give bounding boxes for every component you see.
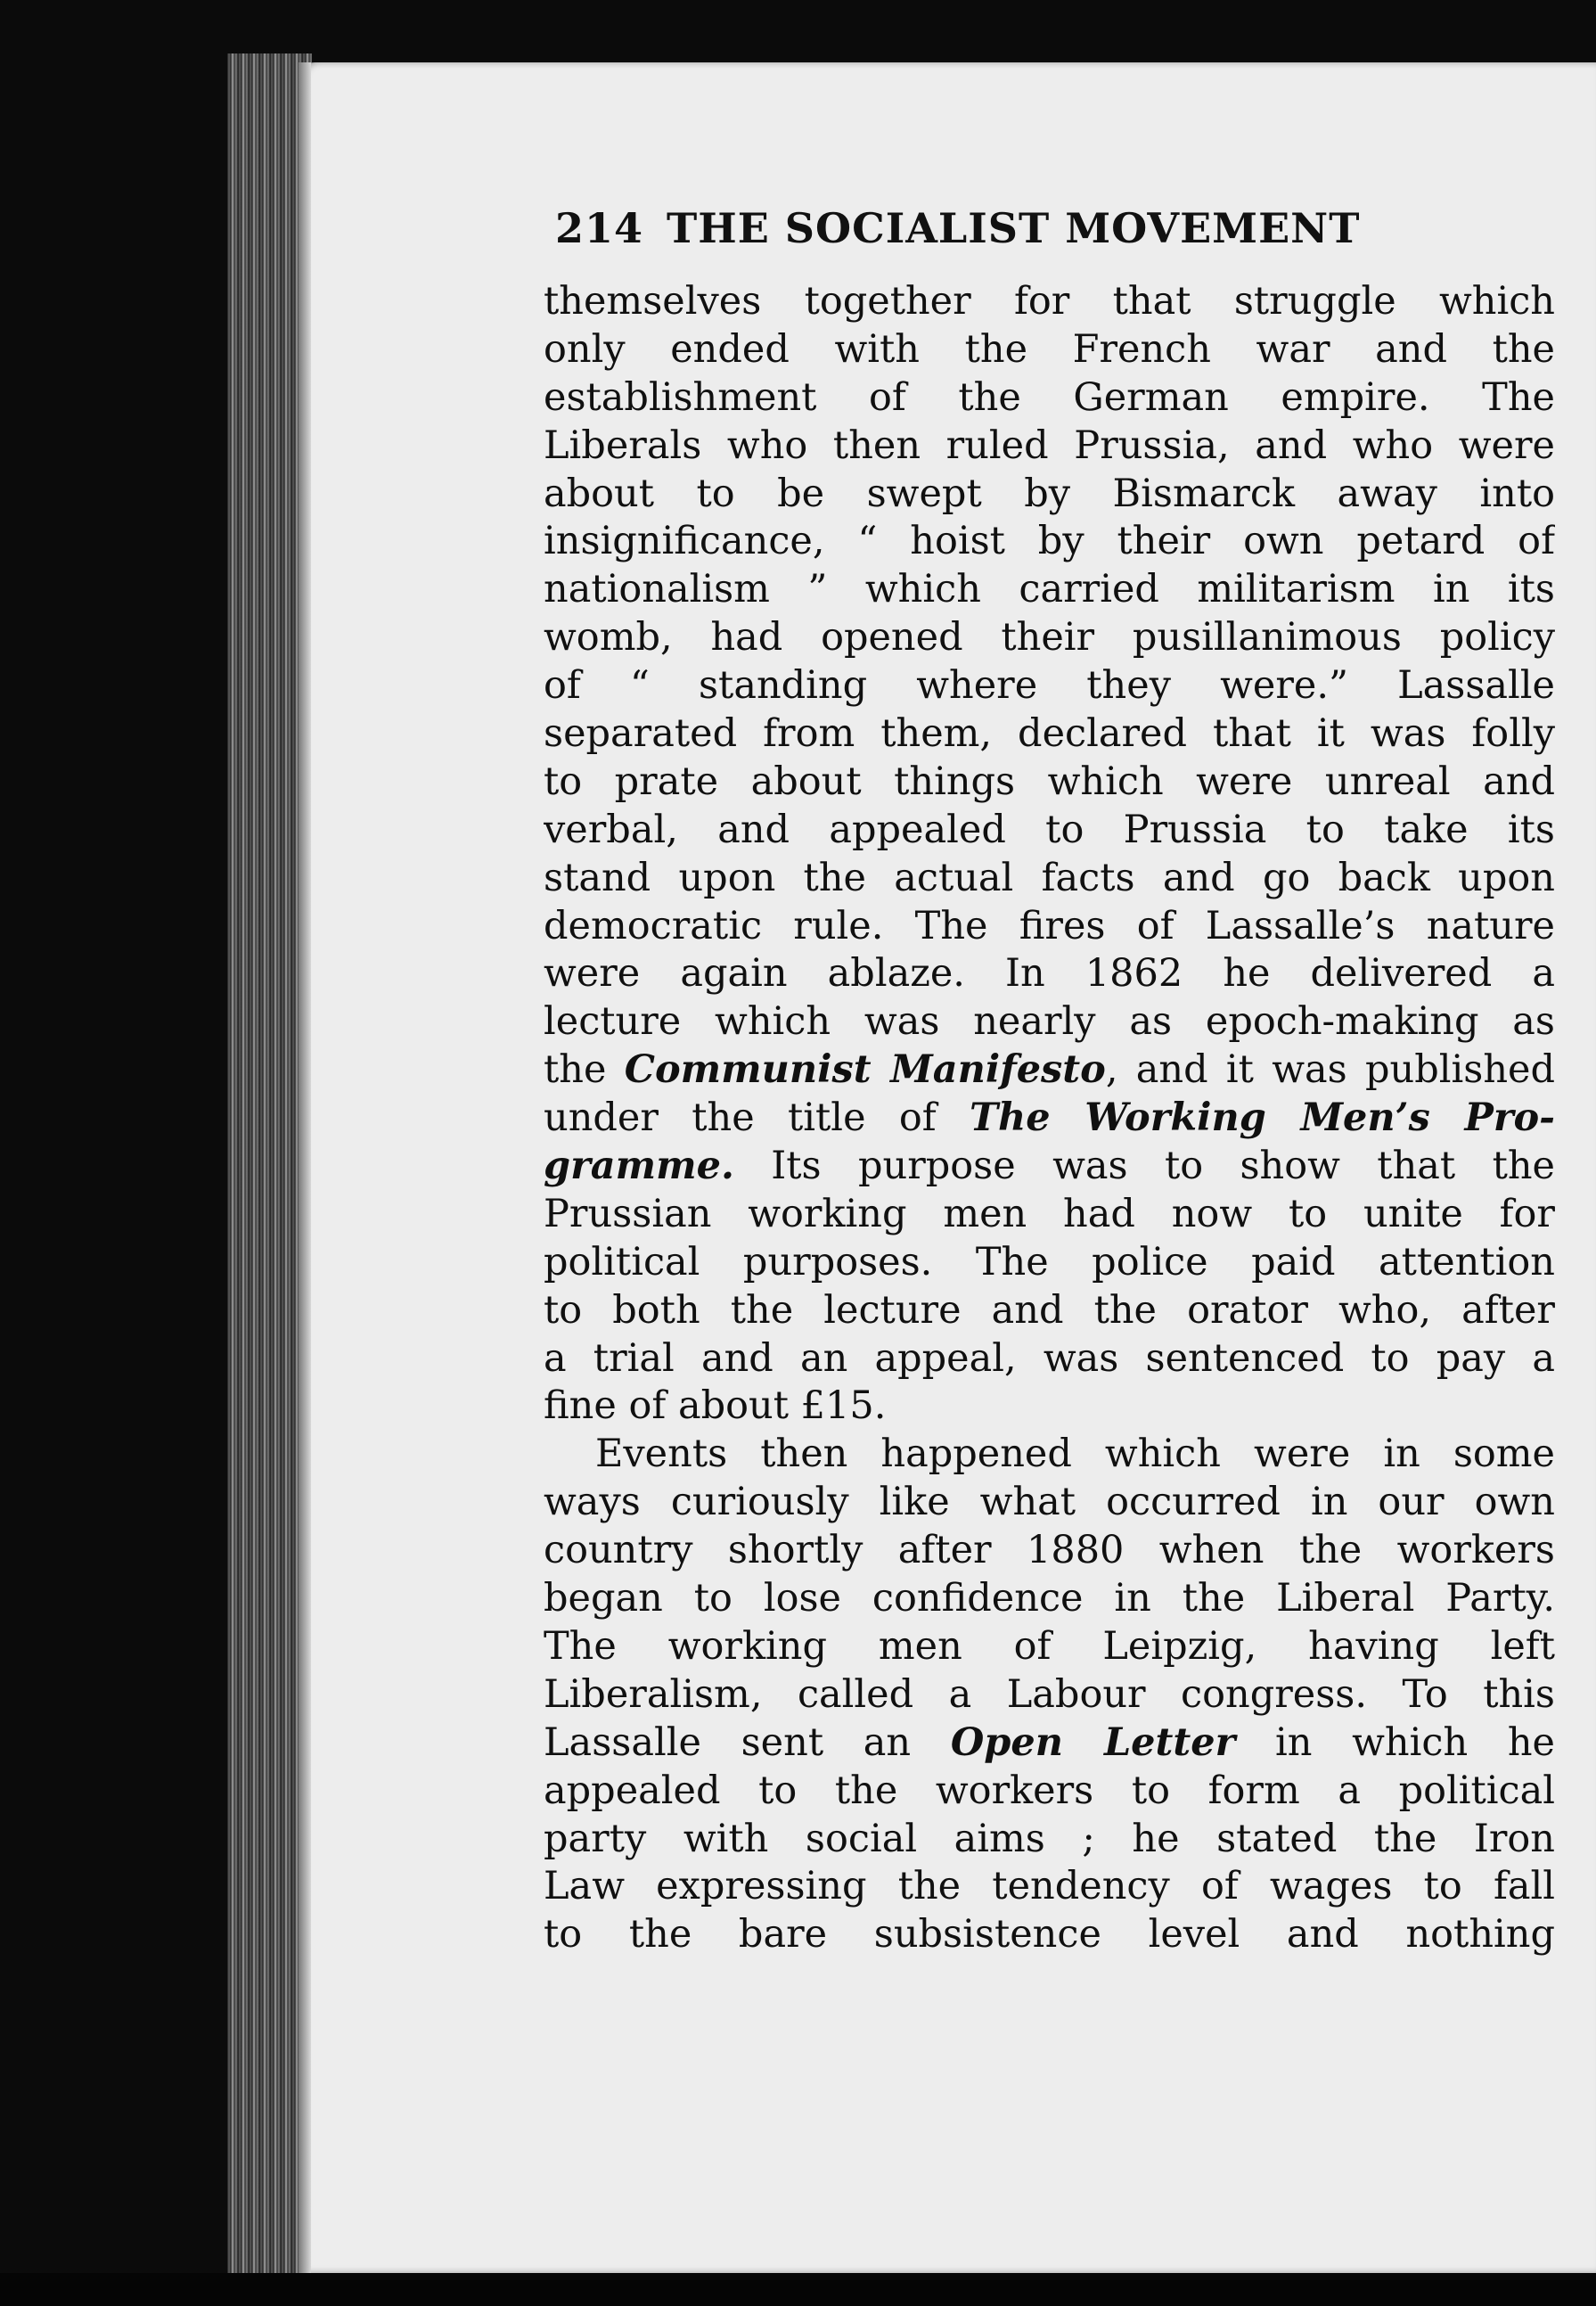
text-line: Prussian working men had now to unite for <box>544 1191 1555 1236</box>
book-title-working-mens-programme: The Working Men’s Pro- <box>969 1096 1555 1141</box>
text-line: lecture which was nearly as epoch-making as <box>544 999 1555 1045</box>
book-title-communist-manifesto: Communist Manifesto <box>624 1047 1106 1093</box>
text-line: Law expressing the tendency of wages to fall <box>544 1864 1555 1909</box>
text-line: to the bare subsistence level and nothing <box>544 1912 1555 1957</box>
text-line: separated from them, declared that it was folly <box>544 711 1555 757</box>
text-line: country shortly after 1880 when the workers <box>544 1528 1555 1573</box>
text-line: democratic rule. The fires of Lassalle’s nature <box>544 903 1555 948</box>
paragraph-start-line: Events then happened which were in some <box>595 1432 1555 1477</box>
text-line: only ended with the French war and the <box>544 326 1555 372</box>
text-line: insignificance, “ hoist by their own petard of <box>544 519 1555 564</box>
page-gutter-shadow <box>299 62 311 2273</box>
text-line: about to be swept by Bismarck away into <box>544 471 1555 516</box>
text-line: to prate about things which were unreal and <box>544 759 1555 804</box>
running-title: THE SOCIALIST MOVEMENT <box>667 204 1361 252</box>
book-title-working-mens-programme-cont: gramme. <box>544 1144 734 1189</box>
book-title-open-letter: Open Letter <box>950 1719 1236 1765</box>
text-line: Liberalism, called a Labour congress. To this <box>544 1671 1555 1717</box>
text-line: were again ablaze. In 1862 he delivered a <box>544 951 1555 997</box>
text-line: political purposes. The police paid attention <box>544 1239 1555 1284</box>
running-header <box>555 201 1446 255</box>
text-line: Liberals who then ruled Prussia, and who were <box>544 423 1555 468</box>
text-line: began to lose confidence in the Liberal Party. <box>544 1576 1555 1621</box>
scan-bottom-edge <box>0 2273 1596 2306</box>
text-line: Lassalle sent an Open Letter in which he <box>544 1719 1555 1765</box>
text-line: verbal, and appealed to Prussia to take its <box>544 807 1555 852</box>
text-line: themselves together for that struggle which <box>544 279 1555 324</box>
text-line: a trial and an appeal, was sentenced to pay a <box>544 1335 1555 1381</box>
text-line: of “ standing where they were.” Lassalle <box>544 663 1555 709</box>
text-line: womb, had opened their pusillanimous policy <box>544 615 1555 661</box>
text-line: fine of about £15. <box>544 1383 887 1429</box>
text-line: stand upon the actual facts and go back upon <box>544 855 1555 900</box>
text-line: nationalism ” which carried militarism in its <box>544 567 1555 612</box>
text-line: party with social aims ; he stated the Iron <box>544 1816 1555 1861</box>
text-line: under the title of The Working Men’s Pro- <box>544 1096 1555 1141</box>
text-line: gramme. Its purpose was to show that the <box>544 1144 1555 1189</box>
text-line: to both the lecture and the orator who, after <box>544 1287 1555 1333</box>
page-number: 214 <box>555 204 644 252</box>
text-line: the Communist Manifesto, and it was published <box>544 1047 1555 1093</box>
text-line: The working men of Leipzig, having left <box>544 1623 1555 1669</box>
text-line: ways curiously like what occurred in our own <box>544 1480 1555 1525</box>
body-text <box>544 278 1555 1959</box>
text-line: establishment of the German empire. The <box>544 374 1555 420</box>
text-line: appealed to the workers to form a political <box>544 1768 1555 1813</box>
